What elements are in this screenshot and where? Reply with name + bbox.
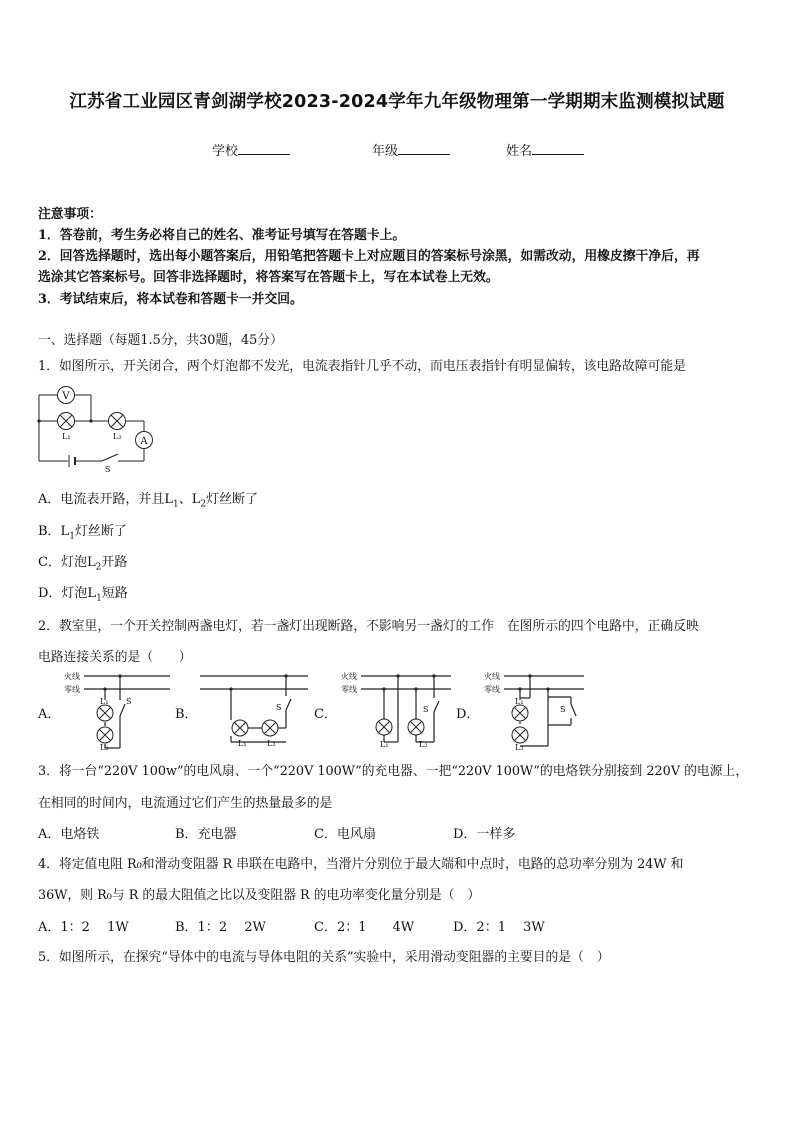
q4-stem-cont: 36W，则 R₀与 R 的最大阻值之比以及变阻器 R 的电功率变化量分别是（ ） [38, 888, 481, 903]
option-text: A．电流表开路，并且L [38, 492, 174, 507]
q1-circuit-diagram [36, 384, 161, 476]
lamp-label: L₂ [267, 739, 276, 748]
switch-label: S [276, 703, 282, 712]
subscript: 2 [200, 499, 207, 510]
switch-label: S [560, 705, 566, 714]
name-blank[interactable] [532, 142, 584, 155]
q1-option-a[interactable] [38, 488, 258, 510]
q3-option-a[interactable]: A．电烙铁 [38, 827, 100, 842]
q2-option-c[interactable]: C． [314, 707, 337, 722]
switch-label: S [105, 465, 111, 474]
lamp-l1-icon [58, 413, 75, 430]
fire-wire-label: 火线 [64, 672, 80, 681]
q2-option-a[interactable]: A． [38, 707, 61, 722]
grade-label: 年级 [372, 144, 399, 159]
q1-option-c[interactable] [38, 551, 127, 573]
lamp-label: L₁ [238, 739, 247, 748]
q3-option-b[interactable]: B．充电器 [175, 827, 237, 842]
junction-dot [37, 419, 40, 422]
voltmeter-icon [58, 387, 75, 404]
neutral-wire-label: 零线 [64, 685, 80, 694]
option-text: 短路 [101, 586, 128, 601]
option-text: D．灯泡L [38, 586, 97, 601]
notice-item: 选涂其它答案标号。回答非选择题时，将答案写在答题卡上，写在本试卷上无效。 [38, 270, 499, 285]
school-label: 学校 [212, 144, 239, 159]
grade-blank[interactable] [398, 142, 450, 155]
exam-title: 江苏省工业园区青剑湖学校2023-2024学年九年级物理第一学期期末监测模拟试题 [69, 92, 725, 112]
lamp-label: L₁ [100, 697, 109, 706]
notice-item: 3．考试结束后，将本试卷和答题卡一并交回。 [38, 292, 303, 307]
option-text: 灯丝断了 [206, 492, 259, 507]
q3-stem: 3．将一台“220V 100w”的电风扇、一个“220V 100W”的充电器、一把“220V 100W”的电烙铁分别接到 220V 的电源上， [38, 764, 749, 779]
neutral-wire-label: 零线 [484, 685, 500, 694]
neutral-wire-label: 零线 [341, 685, 357, 694]
q4-stem: 4．将定值电阻 R₀和滑动变阻器 R 串联在电路中，当滑片分别位于最大端和中点时，电路的总功率分别为 24W 和 [38, 857, 684, 872]
option-text: B．L [38, 524, 70, 539]
grade-field[interactable] [372, 140, 450, 159]
school-field[interactable] [212, 140, 290, 159]
option-text: 开路 [101, 555, 128, 570]
notice-heading: 注意事项： [38, 207, 102, 222]
lamp-label: L₁ [380, 740, 389, 749]
switch-label: S [126, 697, 132, 706]
fire-wire-label: 火线 [484, 672, 500, 681]
school-blank[interactable] [238, 142, 290, 155]
ammeter-label: A [140, 436, 148, 447]
q3-option-d[interactable]: D．一样多 [453, 827, 516, 842]
q4-option-a[interactable]: A．1：2 1W [38, 920, 129, 935]
name-label: 姓名 [506, 144, 533, 159]
fire-wire-label: 火线 [341, 672, 357, 681]
name-field[interactable] [506, 140, 584, 159]
subscript: 2 [95, 562, 102, 573]
lamp-l2-label: L₂ [113, 432, 122, 441]
lamp-label: L₂ [419, 740, 428, 749]
junction-dot [89, 419, 92, 422]
option-text: C．灯泡L [38, 555, 96, 570]
q2-option-b[interactable]: B． [175, 707, 198, 722]
voltmeter-label: V [62, 391, 70, 402]
subscript: 1 [96, 593, 102, 604]
q2-option-d[interactable]: D． [456, 707, 480, 722]
q1-stem: 1．如图所示，开关闭合，两个灯泡都不发光，电流表指针几乎不动，而电压表指针有明显偏转，该电路故障可能是 [38, 359, 686, 374]
subscript: 1 [69, 531, 75, 542]
lamp-label: L₂ [100, 743, 109, 750]
q1-option-b[interactable] [38, 520, 127, 542]
q2-diagram-a [62, 670, 172, 750]
switch-label: S [423, 705, 429, 714]
q1-option-d[interactable] [38, 582, 128, 604]
q2-stem-cont: 电路连接关系的是（ ） [38, 650, 192, 665]
q5-stem: 5．如图所示，在探究“导体中的电流与导体电阻的关系”实验中，采用滑动变阻器的主要目的是（ ） [38, 950, 610, 965]
q4-option-c[interactable]: C．2：1 4W [314, 920, 415, 935]
q2-diagram-d [482, 670, 586, 750]
q4-option-b[interactable]: B．1：2 2W [175, 920, 266, 935]
subscript: 1 [173, 499, 179, 510]
lamp-l1-label: L₁ [62, 432, 71, 441]
q2-stem: 2．教室里，一个开关控制两盏电灯，若一盏灯出现断路，不影响另一盏灯的工作 在图所示的四个电路中，正确反映 [38, 619, 699, 634]
q2-diagram-b [198, 670, 310, 750]
q3-option-c[interactable]: C．电风扇 [314, 827, 376, 842]
notice-item: 1．答卷前，考生务必将自己的姓名、准考证号填写在答题卡上。 [38, 228, 406, 243]
q4-option-d[interactable]: D．2：1 3W [453, 920, 545, 935]
section-heading: 一、选择题（每题1.5分，共30题，45分） [38, 333, 283, 348]
ammeter-icon [136, 432, 153, 449]
q3-stem-cont: 在相同的时间内，电流通过它们产生的热量最多的是 [38, 796, 333, 811]
notice-item: 2．回答选择题时，选出每小题答案后，用铅笔把答题卡上对应题目的答案标号涂黑，如需改动，用橡皮擦干净后，再 [38, 249, 700, 264]
option-text: 灯丝断了 [74, 524, 127, 539]
lamp-l2-icon [109, 413, 126, 430]
lamp-label: L₂ [515, 743, 524, 750]
option-text: 、L [178, 492, 201, 507]
lamp-label: L₁ [515, 697, 524, 706]
q2-diagram-c [339, 670, 453, 750]
